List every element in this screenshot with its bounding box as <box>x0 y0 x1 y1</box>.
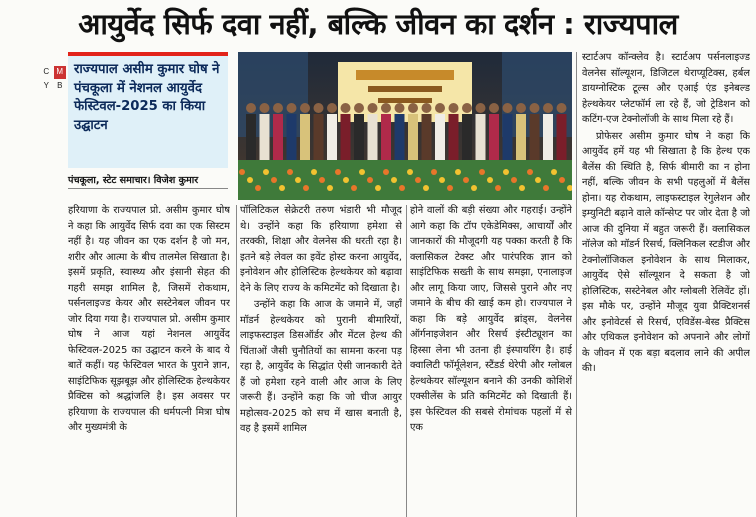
reg-mark-b: B <box>57 80 63 90</box>
flower-decoration <box>343 177 349 183</box>
reg-mark-c: C <box>43 67 50 76</box>
flower-decoration <box>471 185 477 191</box>
paragraph: उन्होंने कहा कि आज के जमाने में, जहाँ मॉडर्न हेल्थकेयर को पुरानी बीमारियों, लाइफस्टाइल डिसऑर्डर और मेंटल हेल्थ की चिंताओं जैसी चुनौतियों का सामना करना पड़ रहा है, आयुर्वेद के सिद्धांत ऐसी जानकारी देते हैं जो हमेशा रहने वाली और आज के लिए जरूरी हैं। उन्होंने कहा कि जो चीज आयुर महोत्सव-2025 को सच में खास बनाती है, वह है इसमें शामिल <box>240 299 402 434</box>
flower-decoration <box>255 185 261 191</box>
flower-decoration <box>487 177 493 183</box>
flower-decoration <box>287 169 293 175</box>
flower-decoration <box>391 177 397 183</box>
flower-decoration <box>375 185 381 191</box>
flower-decoration <box>535 177 541 183</box>
article-column-2 <box>240 203 402 517</box>
flower-decoration <box>295 177 301 183</box>
flower-decoration <box>303 185 309 191</box>
flower-decoration <box>271 177 277 183</box>
headline: आयुर्वेद सिर्फ दवा नहीं, बल्कि जीवन का दर्शन : राज्यपाल <box>78 6 678 41</box>
flower-decoration <box>479 169 485 175</box>
flower-decoration <box>415 177 421 183</box>
flower-decoration <box>495 185 501 191</box>
flower-decoration <box>359 169 365 175</box>
flower-decoration <box>311 169 317 175</box>
flower-decoration <box>551 169 557 175</box>
event-photo-illustration <box>238 52 572 200</box>
paragraph: स्टार्टअप कॉन्क्लेव है। स्टार्टअप पर्सनलाइज्ड वेलनेस सॉल्यूशन, डिजिटल थेराप्यूटिक्स, हर्बल डायग्नोस्टिक टूल्स और एआई एंड इनेबल्ड हेल्थकेयर प्लेटफॉर्म ला रहे हैं, जो ट्रेडिशन को कटिंग-एज टेक्नोलॉजी के साथ मिला रहे हैं। <box>582 52 750 125</box>
registration-marks <box>40 66 66 92</box>
dateline-rule <box>68 188 228 189</box>
flower-decoration <box>519 185 525 191</box>
column-rule <box>236 205 237 517</box>
flower-decoration <box>351 185 357 191</box>
flower-decoration <box>319 177 325 183</box>
column-rule <box>576 52 577 517</box>
deck-subheadline: राज्यपाल असीम कुमार घोष ने पंचकूला में नेशनल आयुर्वेद फेस्टिवल-2025 का किया उद्घाटन <box>68 52 228 168</box>
article-column-3 <box>410 203 572 517</box>
paragraph: प्रोफेसर असीम कुमार घोष ने कहा कि आयुर्वेद हमें यह भी सिखाता है कि हेल्थ एक बैलेंस की स्थिति है, सिर्फ बीमारी का न होना नहीं, बल्कि जीवन के सभी पहलुओं में बैलेंस होना। यह रोकथाम, लाइफस्टाइल रेगुलेशन और इम्युनिटी बढ़ाने वाले कॉन्सेप्ट पर जोर देता है जो आज की दुनिया में बहुत जरूरी हैं। क्लासिकल नॉलेज को मॉडर्न रिसर्च, क्लिनिकल स्टडीज और टेक्नोलॉजिकल इनोवेशन के साथ मिलाकर, आयुर्वेद ऐसे सॉल्यूशन दे सकता है जो होलिस्टिक, सस्टेनेबल और ग्लोबली रेलिवेंट हों। इस मौके पर, उन्होंने मौजूद युवा प्रैक्टिशनर्स और इनोवेटर्स से रिसर्च, एविडेंस-बेस्ड प्रैक्टिस और एथिकल इनोवेशन को अपनाने और लोगों के जीवन में एक बड़ा बदलाव लाने की अपील की। <box>582 130 750 374</box>
reg-mark-m: M <box>54 66 67 79</box>
flower-decoration <box>447 185 453 191</box>
flower-decoration <box>503 169 509 175</box>
flower-decoration <box>455 169 461 175</box>
flower-decoration <box>511 177 517 183</box>
reg-mark-y: Y <box>43 80 49 90</box>
flower-decoration <box>439 177 445 183</box>
flower-decoration <box>367 177 373 183</box>
flower-decoration <box>279 185 285 191</box>
flower-decoration <box>327 185 333 191</box>
flower-decoration <box>247 177 253 183</box>
paragraph: होने वालों की बड़ी संख्या और गहराई। उन्होंने आगे कहा कि टॉप एकेडेमिक्स, आचार्यों और जानकारों की मौजूदगी यह पक्का करती है कि क्लासिकल टेक्स्ट और पारंपरिक ज्ञान को साइंटिफिक सख्ती के साथ समझा, एनालाइज और लागू किया जाए, जिससे पुराने और नए जमाने के बीच की खाई कम हो। राज्यपाल ने कहा कि बड़े आयुर्वेद ब्रांड्स, वेलनेस ऑर्गनाइजेशन और रिसर्च इंस्टीट्यूशन का हिस्सा लेना भी उतना ही इंस्पायरिंग है। हाई क्वालिटी फॉर्मूलेशन, स्टैंडर्ड थेरेपी और ग्लोबल हेल्थकेयर सॉल्यूशन बनाने की उनकी कोशिशें एक्सीलेंस के प्रति कमिटमेंट को दिखाती हैं। इस फेस्टिवल की सबसे रोमांचक पहलों में से एक <box>410 205 572 433</box>
flower-decoration <box>263 169 269 175</box>
flower-decoration <box>559 177 565 183</box>
event-photo <box>238 52 572 200</box>
flower-decoration <box>239 169 245 175</box>
article-column-4 <box>582 50 750 517</box>
paragraph: पॉलिटिकल सेक्रेटरी तरुण भंडारी भी मौजूद थे। उन्होंने कहा कि हरियाणा हमेशा से तरक्की, शिक्षा और वेलनेस की धरती रहा है। इतने बड़े लेवल का इवेंट होस्ट करना आयुर्वेद, इनोवेशन और होलिस्टिक हेल्थकेयर को बढ़ावा देने के लिए राज्य के कमिटमेंट को दिखाता है। <box>240 205 402 294</box>
flower-decoration <box>399 185 405 191</box>
flower-decoration <box>383 169 389 175</box>
flower-decoration <box>543 185 549 191</box>
flower-decoration <box>407 169 413 175</box>
flower-decoration <box>463 177 469 183</box>
flower-decoration <box>527 169 533 175</box>
flower-decoration <box>431 169 437 175</box>
flower-decoration <box>335 169 341 175</box>
dateline: पंचकूला, स्टेट समाचार। विजेश कुमार <box>68 175 199 186</box>
article-column-1 <box>68 203 230 517</box>
column-rule <box>406 205 407 517</box>
paragraph: हरियाणा के राज्यपाल प्रो. असीम कुमार घोष ने कहा कि आयुर्वेद सिर्फ दवा का एक सिस्टम नहीं है। यह जीवन का एक दर्शन है जो मन, शरीर और आत्मा के बीच तालमेल सिखाता है। इसमें प्रकृति, स्वास्थ्य और इंसानी सेहत की गहरी समझ शामिल है, जिसमें रोकथाम, पर्सनलाइज्ड केयर और सस्टेनेबल जीवन पर जोर दिया गया है। राज्यपाल प्रो. असीम कुमार घोष ने आज यहां नेशनल आयुर्वेद फेस्टिवल-2025 का उद्घाटन करने के बाद ये बातें कहीं। यह फेस्टिवल भारत के पुराने ज्ञान, साइंटिफिक सूझबूझ और होलिस्टिक हेल्थकेयर प्रैक्टिस को श्रद्धांजलि है। इस अवसर पर हरियाणा के राज्यपाल की धर्मपत्नी मित्रा घोष और मुख्यमंत्री के <box>68 205 230 433</box>
flower-decoration <box>423 185 429 191</box>
